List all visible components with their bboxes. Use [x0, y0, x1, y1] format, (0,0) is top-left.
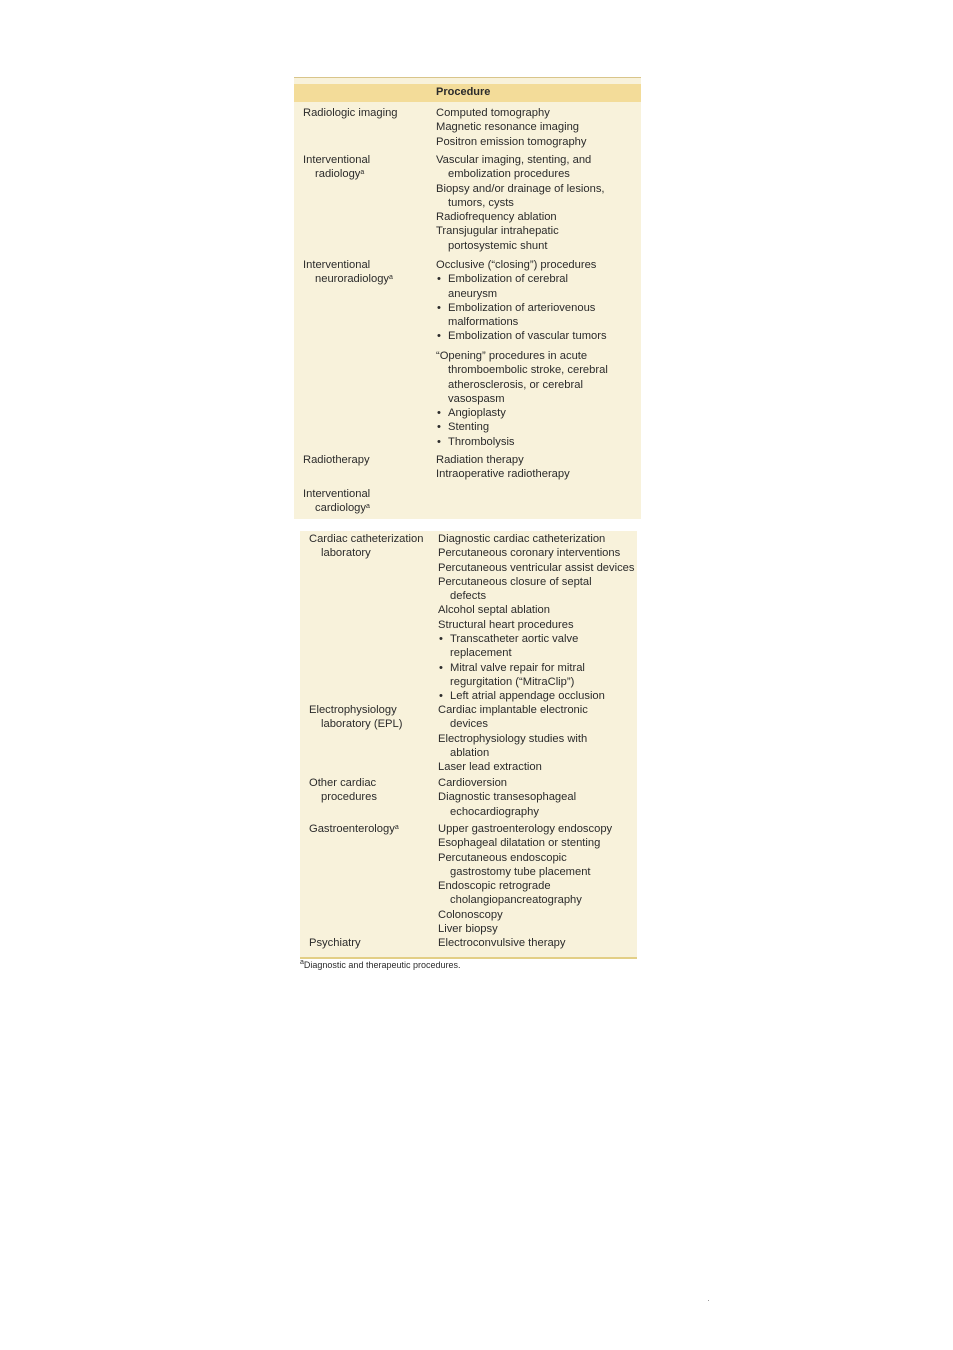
procedure-bullet-item: • Embolization of cerebral — [436, 272, 607, 286]
procedure-line: Positron emission tomography — [436, 135, 587, 148]
procedure-line: Occlusive (“closing”) procedures — [436, 259, 597, 271]
procedure-line: Intraoperative radiotherapy — [436, 468, 570, 481]
procedure-bullet-item: • Mitral valve repair for mitral — [438, 661, 635, 675]
category-label-line: neuroradiology$^a$ — [315, 273, 393, 286]
procedure-line-continued: regurgitation (“MitraClip”) — [450, 675, 575, 688]
category-label-line: cardiology$^a$ — [315, 502, 370, 515]
procedure-line-continued: echocardiography — [450, 805, 539, 818]
category-label — [303, 153, 370, 182]
category-label-line: Interventional — [303, 154, 371, 166]
procedure-line: Esophageal dilatation or stenting — [438, 837, 601, 850]
procedure-line: Upper gastroenterology endoscopy — [438, 823, 613, 835]
category-label — [303, 453, 370, 467]
procedure-line: Percutaneous closure of septal — [438, 575, 592, 588]
procedure-line-continued: portosystemic shunt — [448, 239, 548, 252]
category-label-line: Radiotherapy — [303, 454, 370, 466]
procedure-line: Transjugular intrahepatic — [436, 225, 559, 238]
procedure-list — [438, 822, 612, 936]
procedure-line-continued: thromboembolic stroke, cerebral — [448, 364, 608, 377]
procedure-line: Computed tomography — [436, 107, 550, 119]
procedure-line: Colonoscopy — [438, 908, 503, 921]
procedure-list — [436, 106, 586, 149]
procedure-line: Biopsy and/or drainage of lesions, — [436, 182, 605, 195]
procedure-line-continued: atherosclerosis, or cerebral — [448, 378, 583, 391]
category-label — [303, 258, 393, 287]
procedure-bullet-item: • Embolization of arteriovenous — [436, 301, 607, 315]
procedure-list — [436, 453, 570, 482]
procedure-line-continued: vasospasm — [448, 392, 505, 405]
procedure-line: “Opening” procedures in acute — [436, 350, 588, 362]
category-label-line: laboratory (EPL) — [321, 718, 403, 731]
procedure-line: Electroconvulsive therapy — [438, 937, 566, 949]
category-label-line: Radiologic imaging — [303, 107, 398, 119]
footnote-superscript: a — [394, 824, 399, 831]
footnote-superscript: a — [389, 274, 393, 282]
procedure-line: Cardioversion — [438, 777, 508, 789]
procedure-line-continued: defects — [450, 590, 487, 603]
procedure-line-continued: cholangiopancreatography — [450, 894, 582, 907]
procedure-line-continued: gastrostomy tube placement — [450, 865, 591, 878]
category-label-line: Interventional — [303, 488, 371, 500]
procedures-table-top — [294, 77, 641, 519]
procedure-line: Radiation therapy — [436, 454, 524, 466]
procedure-bullet-item: • Thrombolysis — [436, 435, 608, 449]
procedure-bullet-item: • Angioplasty — [436, 406, 608, 420]
page-speck — [708, 1300, 709, 1301]
procedure-line-continued: replacement — [450, 647, 512, 660]
procedure-line: Endoscopic retrograde — [438, 880, 551, 893]
procedure-line-continued: tumors, cysts — [448, 196, 514, 209]
category-label — [309, 532, 423, 561]
procedure-line-continued: embolization procedures — [448, 168, 570, 181]
category-label-line: Electrophysiology — [309, 704, 397, 716]
procedure-list — [436, 153, 605, 253]
procedure-line-continued: ablation — [450, 746, 490, 759]
footnote-text: Diagnostic and therapeutic procedures. — [303, 960, 461, 970]
procedure-list — [436, 258, 607, 344]
category-label — [309, 822, 399, 836]
procedure-bullet-item: • Stenting — [436, 420, 608, 434]
procedure-list — [436, 349, 608, 449]
procedure-line: Diagnostic cardiac catheterization — [438, 533, 606, 545]
category-label-line: Psychiatry — [309, 937, 361, 949]
procedure-line-continued: aneurysm — [448, 287, 498, 300]
procedure-line: Radiofrequency ablation — [436, 211, 557, 224]
category-label-line: Gastroenterology$^a$ — [309, 823, 399, 835]
procedure-line: Magnetic resonance imaging — [436, 121, 580, 134]
table-header-row — [294, 84, 641, 102]
procedure-line-continued: malformations — [448, 316, 519, 329]
category-label-line: radiology$^a$ — [315, 168, 365, 181]
category-label-line: Cardiac catheterization — [309, 533, 424, 545]
table-footnote — [300, 960, 461, 970]
category-label-line: Interventional — [303, 259, 371, 271]
category-label — [303, 487, 370, 516]
procedure-line: Vascular imaging, stenting, and — [436, 154, 592, 166]
category-label — [309, 776, 377, 805]
procedure-line: Percutaneous ventricular assist devices — [438, 561, 635, 574]
procedure-line-continued: devices — [450, 718, 488, 731]
procedure-line: Liver biopsy — [438, 923, 498, 936]
procedure-line: Percutaneous coronary interventions — [438, 547, 621, 560]
footnote-superscript: a — [360, 169, 365, 177]
procedure-line: Percutaneous endoscopic — [438, 851, 567, 864]
category-label — [303, 106, 398, 120]
procedure-list — [438, 936, 565, 950]
procedure-list — [438, 532, 635, 704]
procedure-list — [438, 703, 588, 774]
category-label — [309, 936, 361, 950]
category-label-line: Other cardiac — [309, 777, 377, 789]
procedure-line: Diagnostic transesophageal — [438, 791, 577, 804]
procedure-bullet-item: • Embolization of vascular tumors — [436, 329, 607, 343]
category-label-line: laboratory — [321, 547, 371, 560]
procedure-bullet-item: • Left atrial appendage occlusion — [438, 689, 635, 703]
procedures-table-bottom — [300, 531, 637, 959]
footnote-superscript: a — [366, 503, 370, 511]
procedure-column-header: Procedure — [436, 86, 491, 98]
procedure-line: Cardiac implantable electronic — [438, 704, 588, 716]
procedure-line: Alcohol septal ablation — [438, 604, 550, 617]
procedure-line: Structural heart procedures — [438, 618, 574, 631]
category-label-line: procedures — [321, 791, 377, 804]
footnote-marker: a — [300, 959, 304, 966]
procedure-bullet-item: • Transcatheter aortic valve — [438, 632, 635, 646]
category-label — [309, 703, 402, 732]
procedure-line: Laser lead extraction — [438, 761, 542, 774]
procedure-list — [438, 776, 576, 819]
procedure-line: Electrophysiology studies with — [438, 732, 588, 745]
